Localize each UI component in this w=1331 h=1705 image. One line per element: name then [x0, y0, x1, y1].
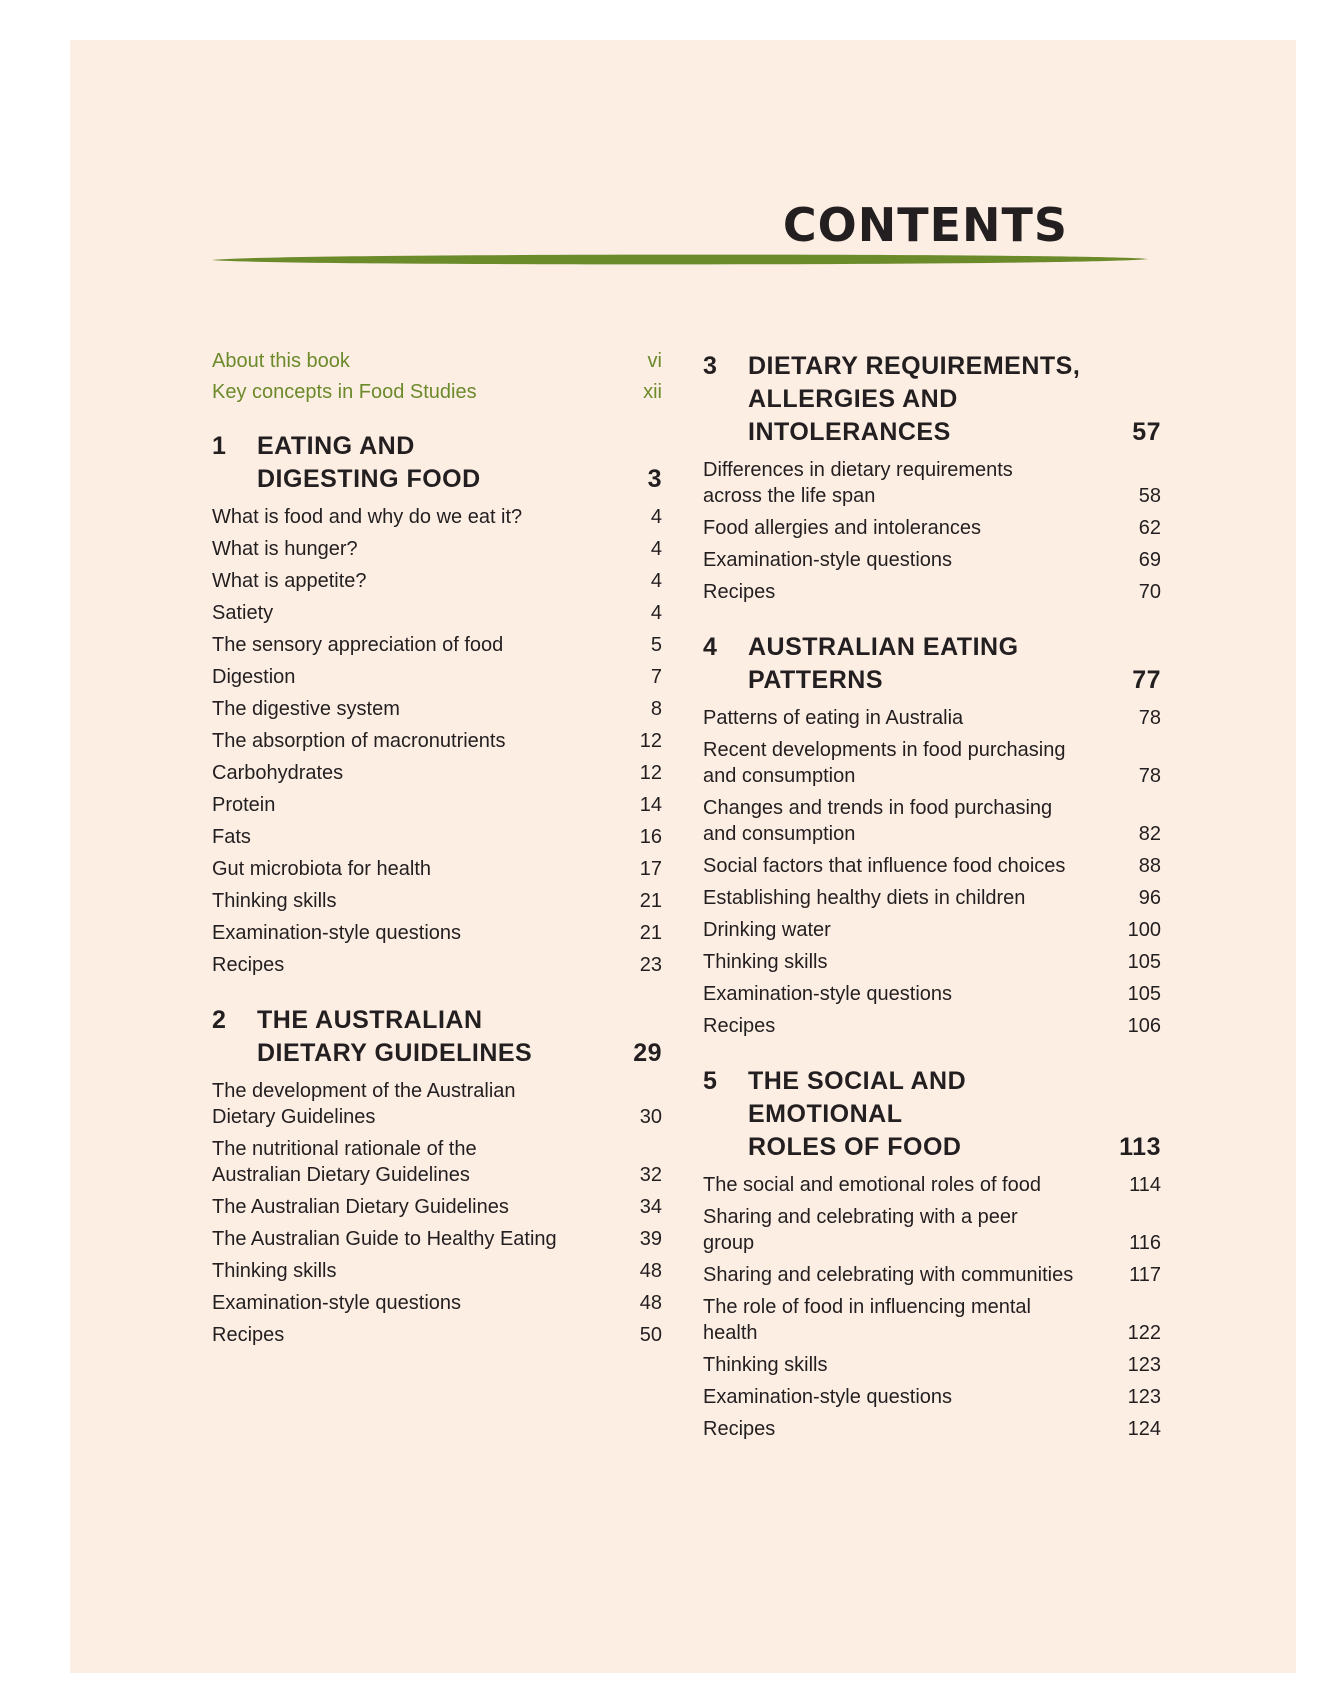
toc-entry-title: Protein [212, 794, 276, 816]
chapter-page: 77 [1132, 666, 1161, 694]
toc-entry[interactable] [703, 949, 1161, 975]
toc-entry-page: 124 [1127, 1418, 1161, 1440]
toc-entry-title: Gut microbiota for health [212, 858, 431, 880]
toc-entry-page: 58 [1138, 485, 1161, 507]
toc-entry[interactable] [703, 1294, 1161, 1346]
chapter-page: 29 [633, 1039, 662, 1067]
toc-entry-title: The absorption of macronutrients [212, 730, 506, 752]
toc-entry-page: 12 [639, 730, 662, 752]
toc-entry-title: Thinking skills [212, 1260, 337, 1282]
toc-entry-page: 117 [1129, 1264, 1161, 1286]
toc-entry[interactable] [212, 1136, 662, 1188]
toc-entry-title: What is appetite? [212, 570, 367, 592]
toc-entry[interactable] [212, 760, 662, 786]
toc-entry[interactable] [703, 579, 1161, 605]
toc-entry-title: Recipes [703, 1418, 776, 1440]
toc-entry-title: Carbohydrates [212, 762, 344, 784]
toc-entry-page: 123 [1127, 1386, 1161, 1408]
chapter-title: THE AUSTRALIAN DIETARY GUIDELINES [257, 1006, 533, 1067]
title-underline-rule [210, 250, 1150, 270]
toc-entry-title: Thinking skills [212, 890, 337, 912]
toc-entry-page: 48 [639, 1260, 662, 1282]
toc-entry[interactable] [703, 1416, 1161, 1442]
toc-entry[interactable] [212, 568, 662, 594]
toc-entry[interactable] [212, 1258, 662, 1284]
toc-entry-page: 78 [1138, 765, 1161, 787]
toc-column-left [212, 350, 662, 1354]
toc-entry[interactable] [212, 504, 662, 530]
toc-entry-title: Thinking skills [703, 1354, 828, 1376]
toc-entry-title: Examination-style questions [212, 1292, 462, 1314]
toc-entry-page: 70 [1138, 581, 1161, 603]
toc-entry[interactable] [703, 1352, 1161, 1378]
toc-entry[interactable] [212, 824, 662, 850]
toc-entry-page: 123 [1127, 1354, 1161, 1376]
toc-entry-title: The Australian Dietary Guidelines [212, 1196, 509, 1218]
toc-entry-page: 17 [639, 858, 662, 880]
toc-entry-title: The development of the Australian Dietary Guidelines [212, 1080, 516, 1128]
toc-entry[interactable] [212, 888, 662, 914]
toc-entry-page: 82 [1138, 823, 1161, 845]
toc-entry-page: 4 [650, 570, 662, 592]
toc-entry[interactable] [212, 728, 662, 754]
page-title: CONTENTS [782, 198, 1068, 252]
toc-entry-title: The role of food in influencing mental health [703, 1296, 1031, 1344]
toc-entry-page: 88 [1138, 855, 1161, 877]
toc-entry-title: Recipes [703, 581, 776, 603]
toc-entry-page: 8 [650, 698, 662, 720]
toc-entry-page: 34 [639, 1196, 662, 1218]
toc-entry[interactable] [703, 737, 1161, 789]
chapter-page: 3 [647, 465, 662, 493]
toc-entry-title: Examination-style questions [703, 983, 953, 1005]
toc-entry[interactable] [703, 1262, 1161, 1288]
toc-entry-title: Sharing and celebrating with a peer group [703, 1206, 1018, 1254]
toc-entry-page: 62 [1138, 517, 1161, 539]
toc-entry[interactable] [212, 632, 662, 658]
chapter-heading[interactable] [703, 350, 1161, 449]
toc-entry-page: 5 [650, 634, 662, 656]
toc-entry[interactable] [703, 795, 1161, 847]
toc-entry[interactable] [703, 457, 1161, 509]
toc-entry-page: 50 [639, 1324, 662, 1346]
toc-entry[interactable] [703, 885, 1161, 911]
toc-entry-page: 30 [639, 1106, 662, 1128]
toc-entry[interactable] [703, 1172, 1161, 1198]
toc-entry-page: 12 [639, 762, 662, 784]
front-matter-title: Key concepts in Food Studies [212, 381, 477, 403]
toc-entry[interactable] [212, 856, 662, 882]
chapter-page: 57 [1132, 418, 1161, 446]
toc-entry[interactable] [212, 696, 662, 722]
toc-entry-page: 105 [1127, 983, 1161, 1005]
toc-entry-title: Food allergies and intolerances [703, 517, 981, 539]
toc-entry[interactable] [703, 705, 1161, 731]
toc-entry[interactable] [212, 1322, 662, 1348]
toc-entry-title: Differences in dietary requirements across the life span [703, 459, 1013, 507]
toc-entry-page: 69 [1138, 549, 1161, 571]
chapter-number: 4 [703, 633, 718, 661]
toc-entry-title: Establishing healthy diets in children [703, 887, 1026, 909]
toc-entry[interactable] [212, 664, 662, 690]
toc-entry-page: 21 [639, 922, 662, 944]
toc-entry-page: 114 [1129, 1174, 1161, 1196]
toc-entry[interactable] [212, 952, 662, 978]
toc-entry[interactable] [212, 1194, 662, 1220]
toc-entry-title: The nutritional rationale of the Australian Dietary Guidelines [212, 1138, 477, 1186]
chapter-title: DIETARY REQUIREMENTS, ALLERGIES AND INTOLERANCES [748, 352, 1081, 446]
toc-entry-title: Recipes [212, 954, 285, 976]
toc-entry-page: 23 [639, 954, 662, 976]
toc-entry-page: 105 [1127, 951, 1161, 973]
front-matter-item[interactable] [212, 350, 662, 381]
toc-entry[interactable] [703, 1384, 1161, 1410]
chapter-number: 5 [703, 1067, 718, 1095]
chapter-number: 2 [212, 1006, 227, 1034]
toc-entry-page: 21 [639, 890, 662, 912]
toc-entry[interactable] [703, 917, 1161, 943]
toc-entry-title: Social factors that influence food choices [703, 855, 1066, 877]
toc-entry-page: 100 [1127, 919, 1161, 941]
toc-entry-title: Changes and trends in food purchasing and consumption [703, 797, 1053, 845]
toc-entry[interactable] [703, 853, 1161, 879]
toc-entry-page: 4 [650, 602, 662, 624]
toc-entry-page: 32 [639, 1164, 662, 1186]
toc-entry[interactable] [703, 981, 1161, 1007]
toc-entry-page: 116 [1129, 1232, 1161, 1254]
toc-entry[interactable] [212, 1226, 662, 1252]
chapter-heading[interactable] [212, 430, 662, 496]
toc-entry-title: Examination-style questions [703, 1386, 953, 1408]
toc-entry-page: 39 [639, 1228, 662, 1250]
front-matter-item[interactable] [212, 381, 662, 412]
toc-entry-title: Recipes [212, 1324, 285, 1346]
toc-entry-title: Examination-style questions [703, 549, 953, 571]
front-matter-page: vi [647, 350, 662, 372]
toc-entry-title: Recent developments in food purchasing and consumption [703, 739, 1066, 787]
toc-entry-title: Thinking skills [703, 951, 828, 973]
toc-entry[interactable] [212, 792, 662, 818]
toc-entry-title: What is food and why do we eat it? [212, 506, 523, 528]
front-matter-page: xii [643, 381, 662, 403]
page [70, 40, 1296, 1673]
toc-entry-title: Patterns of eating in Australia [703, 707, 964, 729]
chapter-number: 3 [703, 352, 718, 380]
toc-entry[interactable] [212, 1290, 662, 1316]
toc-entry[interactable] [212, 536, 662, 562]
toc-entry[interactable] [212, 1078, 662, 1130]
toc-entry-title: Fats [212, 826, 251, 848]
toc-entry-title: The social and emotional roles of food [703, 1174, 1041, 1196]
toc-entry-title: The Australian Guide to Healthy Eating [212, 1228, 557, 1250]
toc-entry[interactable] [703, 1013, 1161, 1039]
toc-entry-page: 78 [1138, 707, 1161, 729]
toc-entry-page: 14 [639, 794, 662, 816]
chapter-heading[interactable] [212, 1004, 662, 1070]
chapter-heading[interactable] [703, 631, 1161, 697]
toc-entry[interactable] [703, 547, 1161, 573]
toc-entry[interactable] [212, 600, 662, 626]
toc-entry-title: The digestive system [212, 698, 400, 720]
toc-entry-title: Examination-style questions [212, 922, 462, 944]
toc-entry-title: The sensory appreciation of food [212, 634, 504, 656]
toc-entry-title: Satiety [212, 602, 274, 624]
front-matter-title: About this book [212, 350, 350, 372]
toc-entry[interactable] [703, 515, 1161, 541]
chapter-title: EATING AND DIGESTING FOOD [257, 432, 481, 493]
toc-entry-page: 48 [639, 1292, 662, 1314]
toc-entry-title: Sharing and celebrating with communities [703, 1264, 1074, 1286]
toc-entry-page: 106 [1127, 1015, 1161, 1037]
toc-entry-title: Recipes [703, 1015, 776, 1037]
toc-entry-page: 7 [650, 666, 662, 688]
toc-entry-title: Digestion [212, 666, 296, 688]
toc-entry-page: 4 [650, 506, 662, 528]
toc-entry-title: What is hunger? [212, 538, 358, 560]
chapter-title: AUSTRALIAN EATING PATTERNS [748, 633, 1019, 694]
chapter-heading[interactable] [703, 1065, 1161, 1164]
toc-entry[interactable] [703, 1204, 1161, 1256]
chapter-number: 1 [212, 432, 227, 460]
toc-entry-page: 96 [1138, 887, 1161, 909]
toc-entry-page: 4 [650, 538, 662, 560]
toc-column-right [703, 350, 1161, 1448]
chapter-page: 113 [1119, 1133, 1161, 1161]
toc-entry-page: 16 [639, 826, 662, 848]
toc-entry-title: Drinking water [703, 919, 831, 941]
toc-entry[interactable] [212, 920, 662, 946]
toc-entry-page: 122 [1127, 1322, 1161, 1344]
chapter-title: THE SOCIAL AND EMOTIONAL ROLES OF FOOD [748, 1067, 967, 1161]
